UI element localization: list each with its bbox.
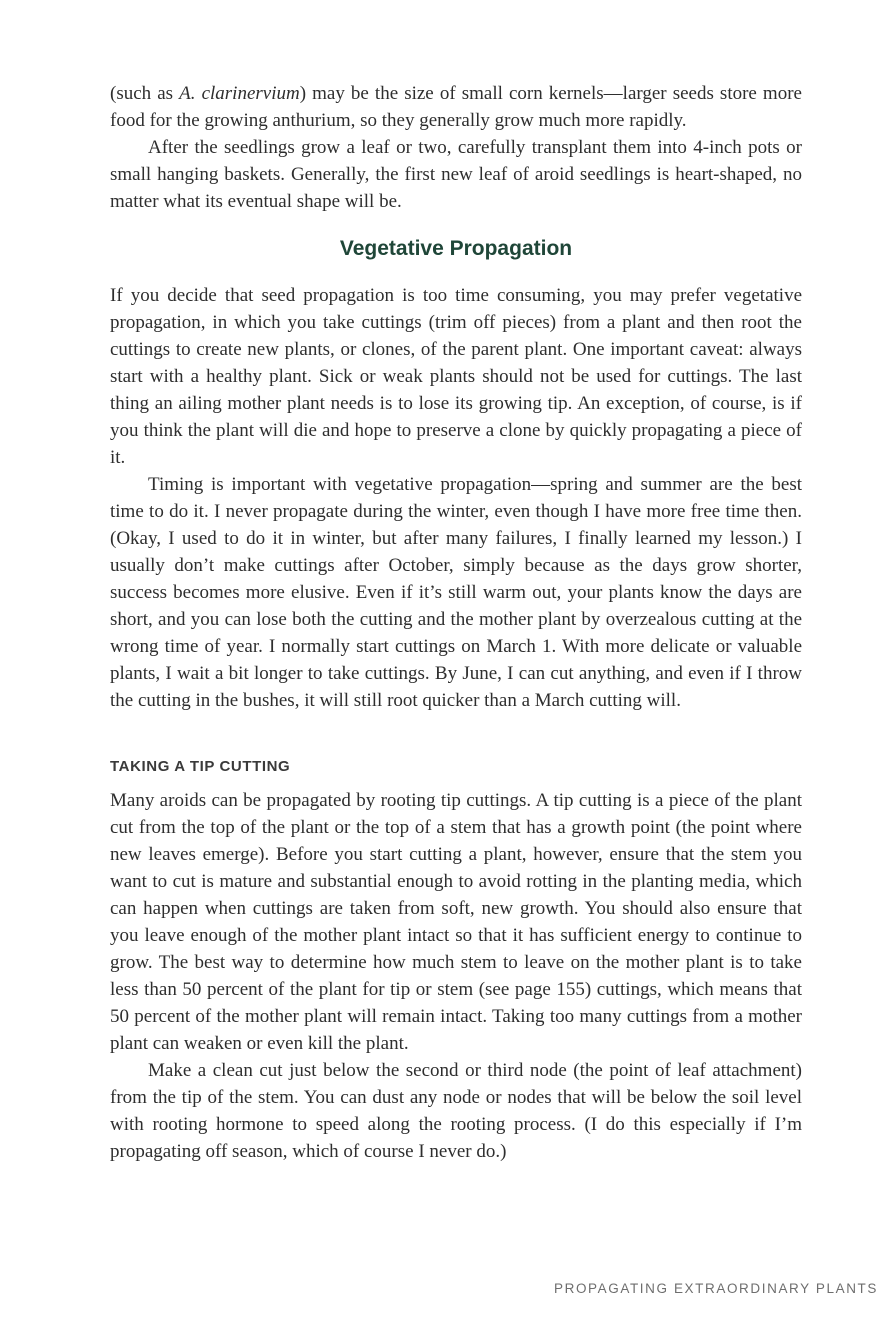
species-name-italic: A. clarinervium	[179, 83, 300, 104]
intro-text-block	[110, 80, 802, 215]
section-heading-vegetative-propagation: Vegetative Propagation	[339, 237, 573, 260]
tip-cutting-paragraph-clean-cut: Make a clean cut just below the second or third node (the point of leaf attachment) from the tip of the stem. You can dust any node or nodes that will be below the soil level with rooting hormone to speed along the rooting process. (I do this especially if I’m propagating off season, which of course I never do.)	[110, 1060, 802, 1162]
running-footer-title: PROPAGATING EXTRAORDINARY PLANTS	[553, 1281, 878, 1296]
vegetative-paragraph-timing: Timing is important with vegetative propagation—spring and summer are the best time to do it. I never propagate during the winter, even though I have more free time then. (Okay, I used to do it in winter, but after many failures, I finally learned my lesson.) I usually don’t make cuttings after October, simply because as the days grow shorter, success becomes more elusive. Even if it’s still warm out, your plants know the days are short, and you can lose both the cutting and the mother plant by overzealous cutting at the wrong time of year. I normally start cuttings on March 1. With more delicate or valuable plants, I wait a bit longer to take cuttings. By June, I can cut anything, and even if I throw the cutting in the bushes, it will still root quicker than a March cutting will.	[110, 474, 802, 711]
intro-paragraph-seedlings: After the seedlings grow a leaf or two, carefully transplant them into 4-inch pots or small hanging baskets. Generally, the first new leaf of aroid seedlings is heart-shaped, no matter what its eventual shape will be.	[110, 137, 802, 212]
tip-cutting-paragraph-intro: Many aroids can be propagated by rooting tip cuttings. A tip cutting is a piece of the plant cut from the top of the plant or the top of a stem that has a growth point (the point where new leaves emerge). Before you start cutting a plant, however, ensure that the stem you want to cut is mature and substantial enough to avoid rotting in the planting media, which can happen when cuttings are taken from soft, new growth. You should also ensure that you leave enough of the mother plant intact so that it has sufficient energy to continue to grow. The best way to determine how much stem to leave on the mother plant is to take less than 50 percent of the plant for tip or stem (see page 155) cuttings, which means that 50 percent of the mother plant will remain intact. Taking too many cuttings from a mother plant can weaken or even kill the plant.	[110, 790, 802, 1054]
subheading-taking-a-tip-cutting: TAKING A TIP CUTTING	[110, 758, 291, 775]
intro-paragraph-continued: (such as A. clarinervium) may be the size of small corn kernels—larger seeds store more food for the growing anthurium, so they generally grow much more rapidly.	[110, 83, 802, 131]
vegetative-text-block	[110, 282, 802, 714]
tip-cutting-text-block	[110, 787, 802, 1165]
vegetative-paragraph-cuttings: If you decide that seed propagation is too time consuming, you may prefer vegetative propagation, in which you take cuttings (trim off pieces) from a plant and then root the cuttings to create new plants, or clones, of the parent plant. One important caveat: always start with a healthy plant. Sick or weak plants should not be used for cuttings. The last thing an ailing mother plant needs is to lose its growing tip. An exception, of course, is if you think the plant will die and hope to preserve a clone by quickly propagating a piece of it.	[110, 285, 802, 468]
